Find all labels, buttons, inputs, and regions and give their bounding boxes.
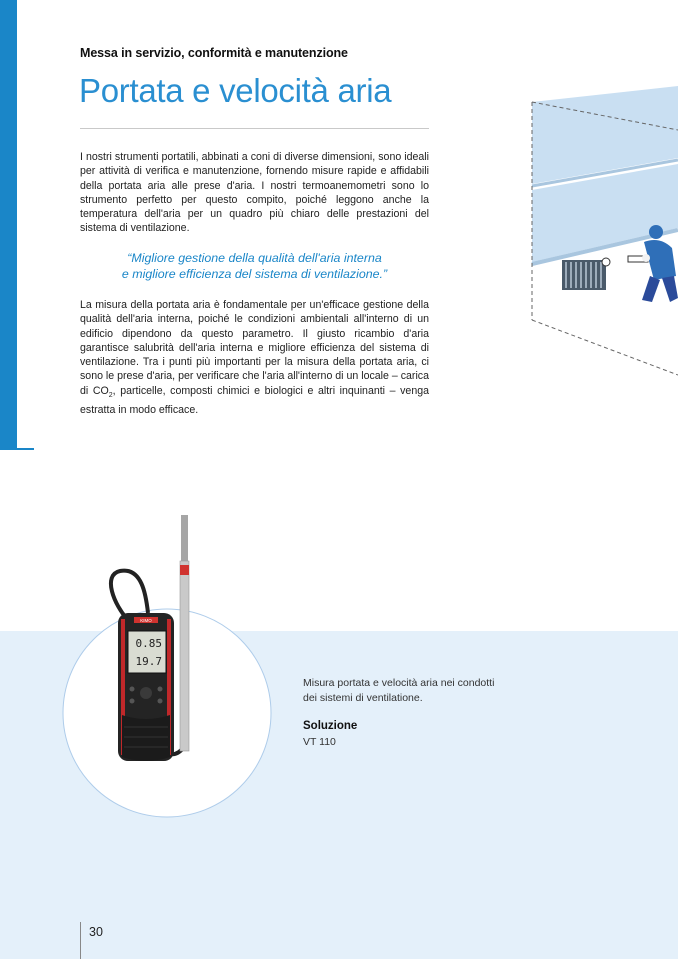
- brand-label: KIMO: [140, 618, 152, 623]
- telescopic-probe: [180, 561, 189, 751]
- solution-label: Soluzione: [303, 720, 358, 732]
- title-divider: [80, 128, 429, 129]
- quote-line-2: e migliore efficienza del sistema di ventilazione.”: [121, 266, 388, 281]
- probe-tip: [181, 515, 188, 563]
- page-title: Portata e velocità aria: [79, 72, 392, 109]
- hold-button[interactable]: [130, 699, 135, 704]
- left-accent-bar: [0, 0, 17, 450]
- intro-paragraph: I nostri strumenti portatili, abbinati a coni di diverse dimensioni, sono ideali per attività di verifica e manutenzione, fornendo misure rapide e affidabili della portata aria alle prese d'aria. I nostri termoanemometri sono lo strumento perfetto per questo compito, poiché leggono anche la temperatura dell'aria per un quadro più chiaro delle prestazioni del sistema di ventilazione.: [80, 151, 429, 235]
- function-button-right[interactable]: [158, 687, 163, 692]
- function-button-left[interactable]: [130, 687, 135, 692]
- quote-line-1: “Migliore gestione della qualità dell'aria interna: [127, 251, 382, 265]
- power-button[interactable]: [158, 699, 163, 704]
- display-reading-1: 0.85: [135, 637, 162, 650]
- display-reading-2: 19.7: [135, 655, 162, 668]
- body-paragraph-text-a: La misura della portata aria è fondamentale per un'efficace gestione della qualità dell'aria interna, poiché le condizioni ambientali all'interno di un edificio dipendono da questo parametro. Il giusto ricambio d'aria garantisce salubrità dell'aria interna e migliore efficienza del sistema di ventilazione. Tra i punti più importanti per la misura della portata aria, ci sono le prese d'aria, per verificare che l'aria all'interno di un locale – carica di CO: [80, 299, 429, 397]
- nav-button[interactable]: [140, 687, 152, 699]
- pull-quote: [80, 251, 429, 282]
- page-number: 30: [89, 925, 103, 939]
- co2-subscript: 2: [108, 391, 113, 399]
- body-paragraph-text-b: , particelle, composti chimici e biologici e altri inquinanti – venga estratta in modo efficace.: [80, 384, 429, 417]
- solution-value: VT 110: [303, 736, 336, 748]
- accent-bar-tick: [17, 448, 34, 450]
- section-kicker: Messa in servizio, conformità e manutenzione: [80, 46, 348, 60]
- air-grille: [562, 260, 606, 290]
- device-illustration: [62, 515, 274, 820]
- image-caption: Misura portata e velocità aria nei condotti dei sistemi di ventilatione.: [303, 677, 495, 704]
- body-paragraph: [80, 298, 429, 417]
- page-number-rule: [80, 922, 81, 959]
- duct-illustration: [520, 80, 678, 380]
- grip-area: [122, 715, 170, 761]
